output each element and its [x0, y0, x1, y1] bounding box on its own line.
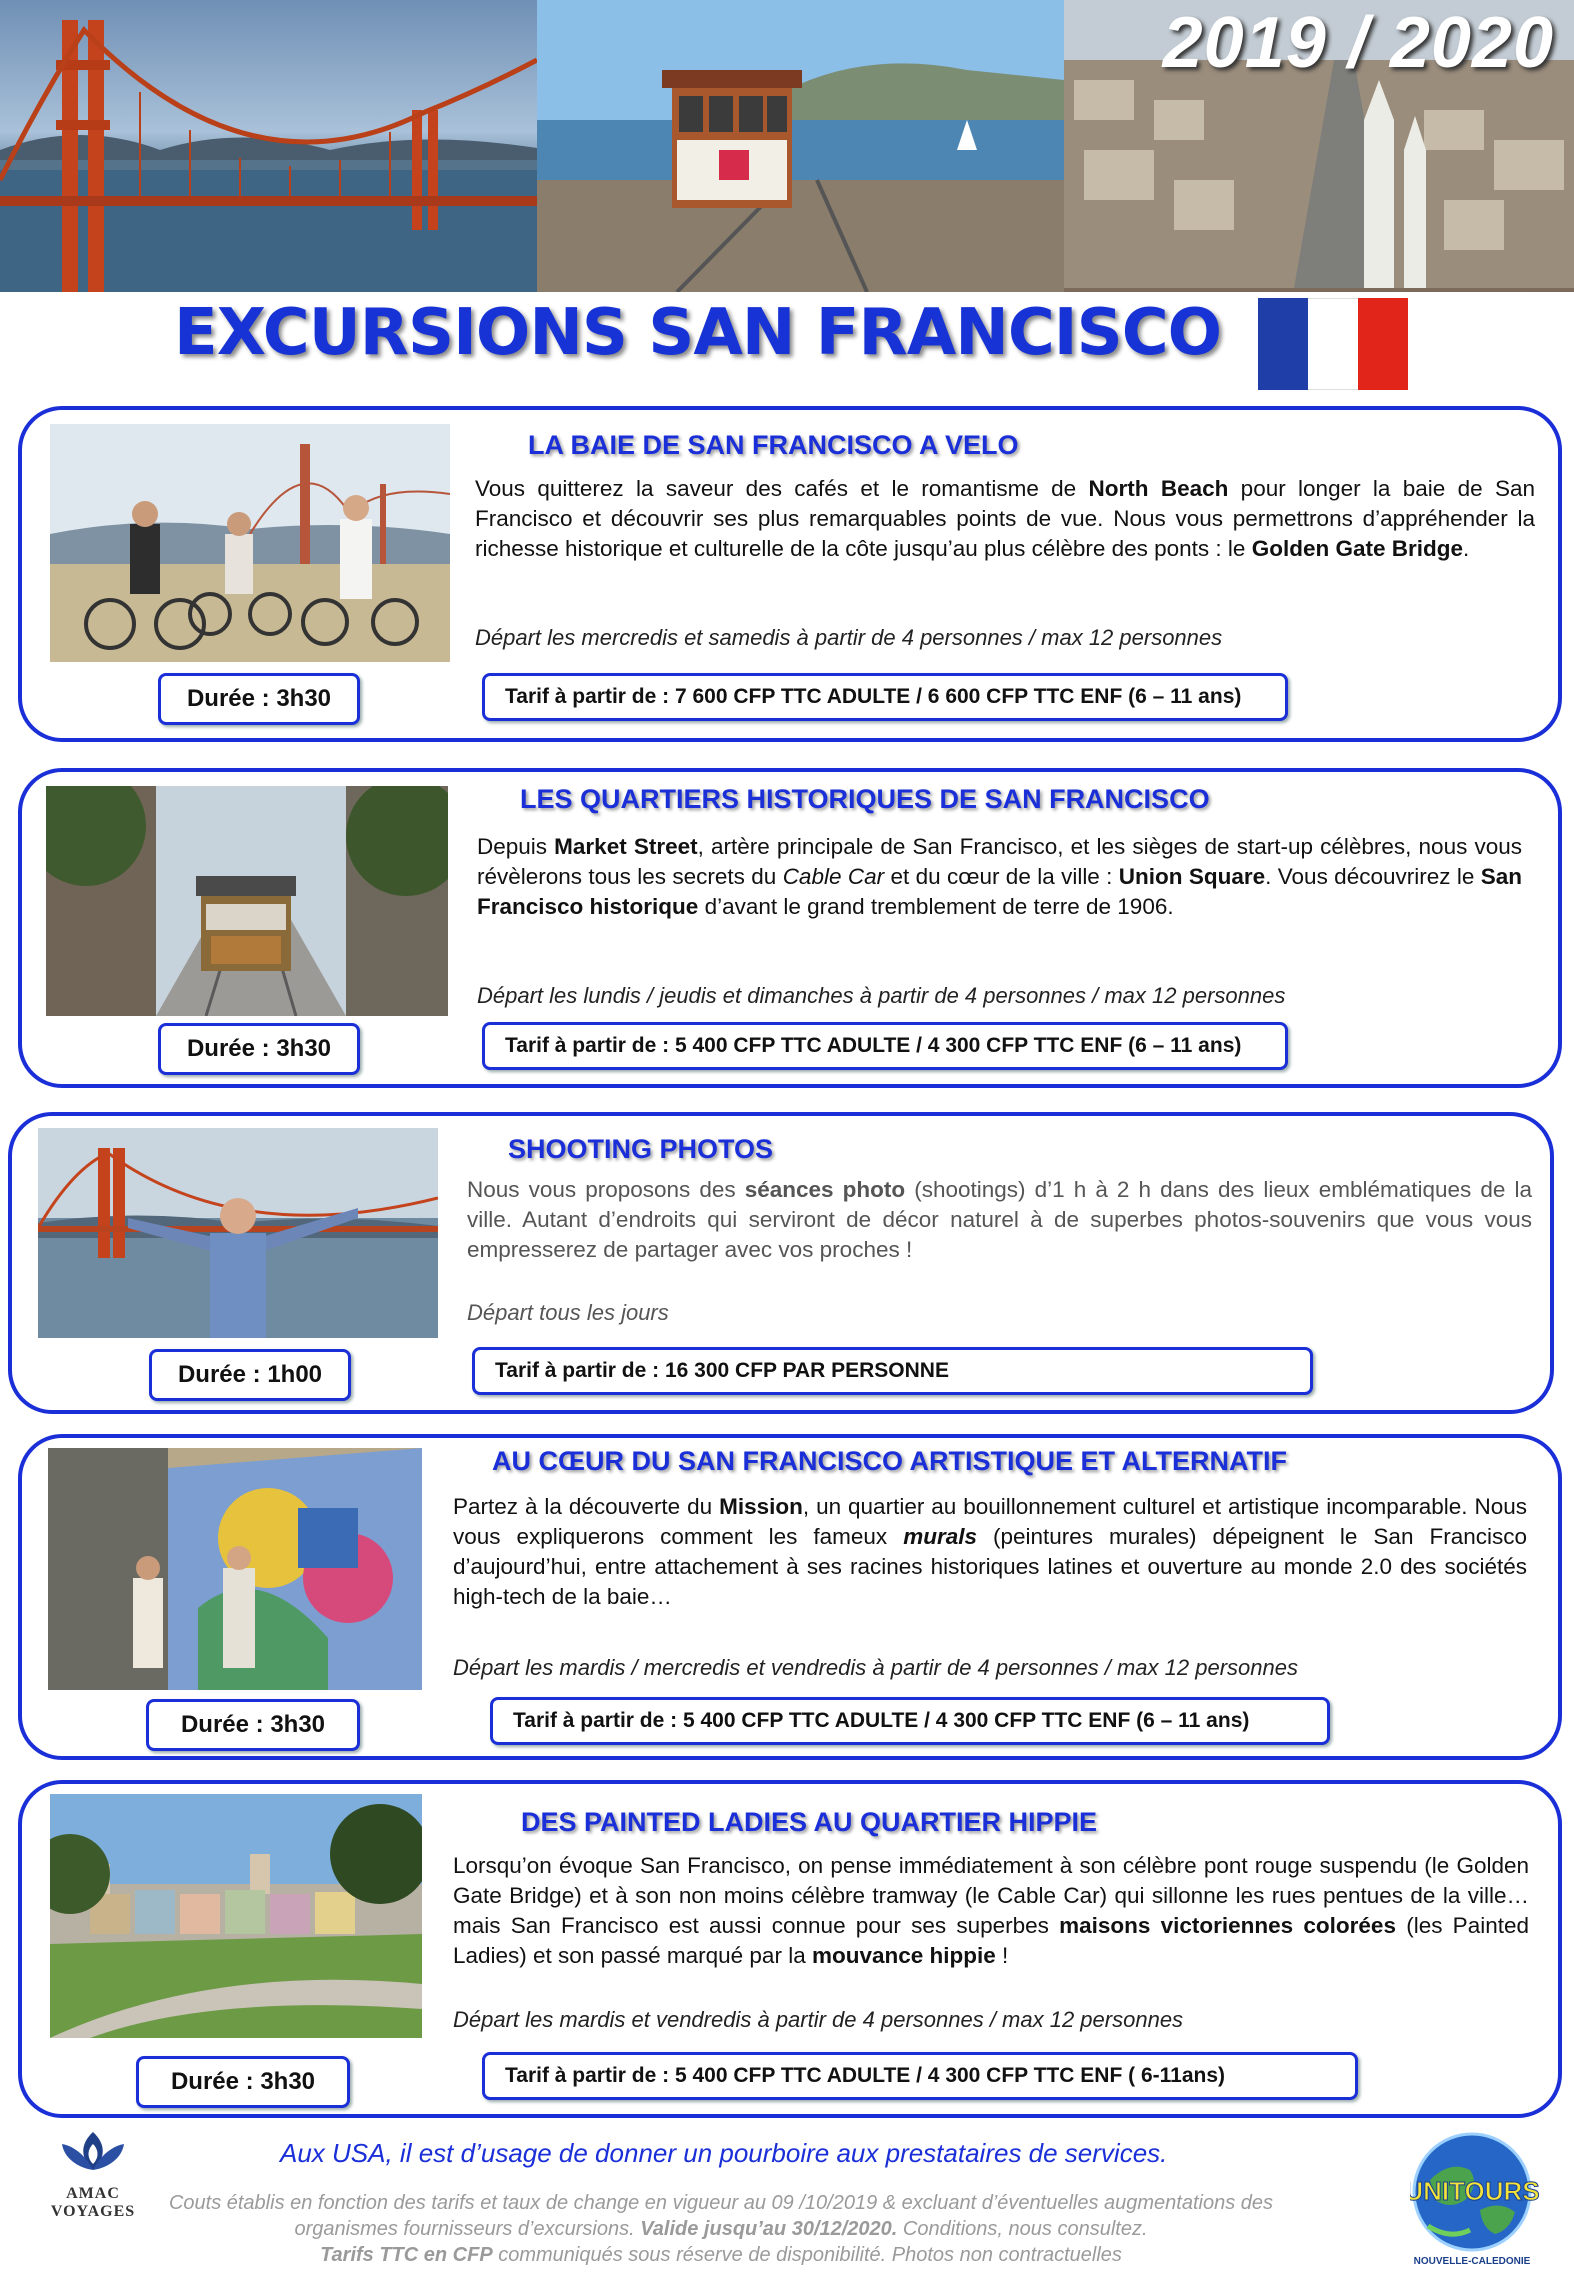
historic-streets-photo — [46, 786, 448, 1016]
excursion-departures: Départ les mercredis et samedis à partir de 4 personnes / max 12 personnes — [475, 625, 1223, 650]
year-label: 2019 / 2020 — [1162, 3, 1554, 83]
excursion-title: LES QUARTIERS HISTORIQUES DE SAN FRANCISCO — [520, 784, 1210, 814]
excursion-departures: Départ les lundis / jeudis et dimanches à partir de 4 personnes / max 12 personnes — [477, 983, 1286, 1008]
unitours-logo — [1410, 2130, 1540, 2270]
notes-line-2: organismes fournisseurs d’excursions. Valide jusqu’au 30/12/2020. Conditions, nous consultez. — [294, 2218, 1148, 2240]
price-box: Tarif à partir de : 7 600 CFP TTC ADULTE / 6 600 CFP TTC ENF (6 – 11 ans) — [482, 673, 1288, 721]
page-title: EXCURSIONS SAN FRANCISCO — [174, 296, 1222, 370]
painted-ladies-photo — [50, 1794, 422, 2038]
excursion-description: Partez à la découverte du Mission, un quartier au bouillonnement culturel et artistique incomparable. Nous vous expliquerons comment les fameux murals (peintures murales) dépeignent le San Francisco d’aujourd’hui, entre attachement à ses racines historiques latines et ouverture au monde 2.0 des sociétés high-tech de la baie… — [453, 1494, 1527, 1609]
price-box: Tarif à partir de : 5 400 CFP TTC ADULTE / 4 300 CFP TTC ENF (6 – 11 ans) — [490, 1697, 1330, 1745]
flag-white-stripe — [1308, 298, 1358, 390]
golden-gate-photo — [0, 0, 537, 292]
price-box: Tarif à partir de : 5 400 CFP TTC ADULTE / 4 300 CFP TTC ENF (6 – 11 ans) — [482, 1022, 1288, 1070]
header-banner — [0, 0, 1574, 292]
excursion-title: LA BAIE DE SAN FRANCISCO A VELO — [528, 430, 1019, 460]
amac-voyages-name: AMAC VOYAGES — [50, 2185, 136, 2220]
unitours-subtitle: NOUVELLE-CALEDONIE — [1413, 2256, 1531, 2267]
excursion-description: Vous quitterez la saveur des cafés et le romantisme de North Beach pour longer la baie de San Francisco et découvrir ses plus remarquables points de vue. Nous vous permettrons d’appréhender la richesse historique et culturelle de la côte jusqu’au plus célèbre des ponts : le Golden Gate Bridge. — [475, 476, 1535, 561]
duration-badge: Durée : 3h30 — [146, 1699, 360, 1751]
french-flag-icon — [1258, 298, 1408, 390]
flag-red-stripe — [1358, 298, 1408, 390]
duration-badge: Durée : 3h30 — [158, 673, 360, 725]
unitours-name: UNITOURS — [1410, 2176, 1540, 2206]
excursion-title: DES PAINTED LADIES AU QUARTIER HIPPIE — [521, 1807, 1098, 1837]
photo-shoot-photo — [38, 1128, 438, 1338]
legal-notes — [96, 2190, 1346, 2268]
flag-blue-stripe — [1258, 298, 1308, 390]
cable-car-photo — [537, 0, 1064, 292]
excursion-departures: Départ les mardis et vendredis à partir de 4 personnes / max 12 personnes — [453, 2007, 1184, 2032]
duration-badge: Durée : 1h00 — [149, 1349, 351, 1401]
notes-line-3: Tarifs TTC en CFP communiqués sous réserve de disponibilité. Photos non contractuelles — [320, 2244, 1122, 2266]
mission-murals-photo — [48, 1448, 422, 1690]
excursion-description: Nous vous proposons des séances photo (shootings) d’1 h à 2 h dans des lieux emblématiques de la ville. Autant d’endroits qui serviront de décor naturel à de superbes photos-souvenirs que vous vous empresserez de partager avec vos proches ! — [467, 1177, 1532, 1262]
tipping-note: Aux USA, il est d’usage de donner un pourboire aux prestataires de services. — [280, 2138, 1168, 2168]
excursion-departures: Départ tous les jours — [467, 1300, 669, 1325]
lombard-street-photo — [1064, 0, 1574, 292]
duration-badge: Durée : 3h30 — [136, 2056, 350, 2108]
validity-date: Valide jusqu’au 30/12/2020. — [640, 2218, 898, 2240]
amac-lotus-icon — [58, 2128, 128, 2178]
excursion-description: Lorsqu’on évoque San Francisco, on pense immédiatement à son célèbre pont rouge suspendu (le Golden Gate Bridge) et à son non moins célèbre tramway (le Cable Car) qui sillonne les rues pentues de la ville… mais San Francisco est aussi connue pour ses superbes maisons victoriennes colorées (les Painted Ladies) et son passé marqué par la mouvance hippie ! — [453, 1853, 1529, 1968]
excursion-title: AU CŒUR DU SAN FRANCISCO ARTISTIQUE ET ALTERNATIF — [492, 1446, 1287, 1476]
duration-badge: Durée : 3h30 — [158, 1023, 360, 1075]
price-box: Tarif à partir de : 16 300 CFP PAR PERSONNE — [472, 1347, 1313, 1395]
notes-line-1: Couts établis en fonction des tarifs et taux de change en vigueur au 09 /10/2019 & excluant d’éventuelles augmentations des — [168, 2192, 1274, 2214]
bike-tour-photo — [50, 424, 450, 662]
price-box: Tarif à partir de : 5 400 CFP TTC ADULTE / 4 300 CFP TTC ENF ( 6-11ans) — [482, 2052, 1358, 2100]
excursion-departures: Départ les mardis / mercredis et vendredis à partir de 4 personnes / max 12 personnes — [453, 1655, 1298, 1680]
excursion-title: SHOOTING PHOTOS — [508, 1134, 774, 1164]
unitours-globe-icon — [1410, 2130, 1540, 2270]
excursion-description: Depuis Market Street, artère principale de San Francisco, et les sièges de start-up célèbres, nous vous révèlerons tous les secrets du Cable Car et du cœur de la ville : Union Square. Vous découvrirez le San Francisco historique d’avant le grand tremblement de terre de 1906. — [477, 834, 1522, 919]
